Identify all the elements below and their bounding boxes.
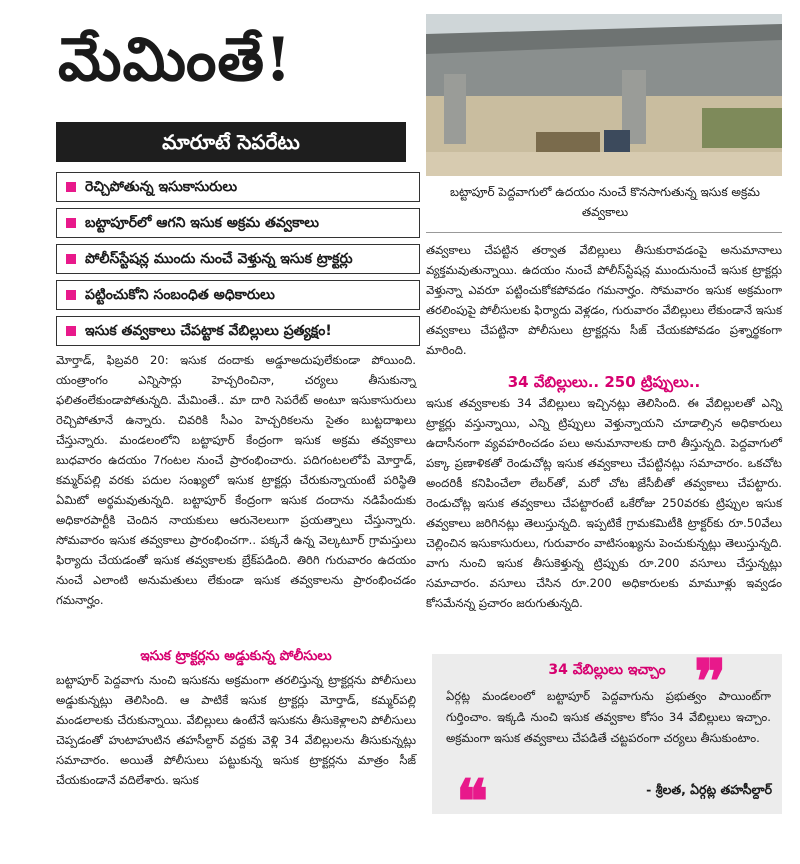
highlight-text: పోలీస్‌స్టేషన్ల ముందు నుంచే వెళ్తున్న ఇసుక ట్రాక్టర్లు [85, 251, 353, 267]
quote-body: ఏర్గట్ల మండలంలో బట్టాపూర్ పెద్దవాగును ప్రభుత్వం పాయింట్‌గా గుర్తించాం. ఇక్కడి నుంచి ఇసుక తవ్వకాల కోసం 34 వేబిల్లులు ఇచ్చాం. అక్రమంగా ఇసుక తవ్వకాలు చేపడితే చట్టపరంగా చర్యలు తీసుకుంటాం. [446, 689, 771, 745]
highlight-item [56, 280, 420, 310]
highlight-item [56, 208, 420, 238]
close-quote-icon: ❝ [456, 767, 489, 837]
body-paragraph: బట్టాపూర్ పెద్దవాగు నుంచి ఇసుకను అక్రమంగా తరలిస్తున్న ట్రాక్టర్లను పోలీసులు అడ్డుకున్నట్లు తెలిసింది. ఆ పాటికే ఇసుక ట్రాక్టర్లు మోర్తాడ్, కమ్మర్‌పల్లి మండలాలకు చేరుకున్నాయి. వేబిల్లులు ఉంటేనే ఇసుకను తీసుకెళ్లాలని పోలీసులు చెప్పడంతో హుటాహుటిన తహసీల్దార్ వద్దకు వెళ్లి 34 వేబిల్లులను తీసుకున్నట్లు సమాచారం. అయితే పోలీసులు పట్టుకున్న ఇసుక ట్రాక్టర్లను మాత్రం సీజ్ చేయకుండానే వదిలేశారు. ఇసుక [56, 673, 416, 787]
body-paragraph: మోర్తాడ్, ఫిబ్రవరి 20: ఇసుక దందాకు అడ్డూఅదుపులేకుండా పోయింది. యంత్రాంగం ఎన్నిసార్లు హెచ్చరించినా, చర్యలు తీసుకున్నా ఫలితంలేకుండాపోతున్నది. మేమింతే.. మా దారి సెపరేట్ అంటూ ఇసుకాసురులు రెచ్చిపోతూనే ఉన్నారు. చివరికి సీఎం హెచ్చరికలను సైతం బుట్టదాఖలు చేస్తున్నారు. మండలంలోని బట్టాపూర్ కేంద్రంగా ఇసుక అక్రమ తవ్వకాలు బుధవారం ఉదయం 7గంటల నుంచే ప్రారంభించారు. పదిగంటలలోపే మోర్తాడ్, కమ్మర్‌పల్లి వరకు పదుల సంఖ్యలో ఇసుక ట్రాక్టర్లు చేరుకున్నాయంటే పరిస్థితి ఏమిటో అర్థమవుతున్నది. బట్టాపూర్ కేంద్రంగా ఇసుక దందాను నడిపేందుకు అధికారపార్టీకి చెందిన నాయకులు ఆరునెలలుగా ప్రయత్నాలు చేస్తున్నారు. సోమవారం ఇసుక తవ్వకాలు ప్రారంభించగా.. పక్కనే ఉన్న వెల్కటూర్ గ్రామస్తులు ఫిర్యాదు చేయడంతో ఇసుక తవ్వకాలకు బ్రేక్‌పడింది. తిరిగి గురువారం ఉదయం నుంచే ఎలాంటి అనుమతులు లేకుండా ఇసుక తవ్వకాలను ప్రారంభించడం గమనార్హం. [56, 353, 416, 607]
highlight-item [56, 316, 420, 346]
bullet-square-icon [66, 326, 76, 336]
quote-box [432, 647, 782, 837]
bullet-square-icon [66, 182, 76, 192]
highlights-list [56, 172, 420, 352]
quote-signature: - శ్రీలత, ఏర్గట్ల తహసీల్దార్ [646, 782, 772, 797]
article-body-right [426, 240, 782, 360]
left-subheading: ఇసుక ట్రాక్టర్లను అడ్డుకున్న పోలీసులు [140, 648, 332, 664]
highlight-text: పట్టించుకోని సంబంధిత అధికారులు [85, 287, 275, 303]
quote-title: 34 వేబిల్లులు ఇచ్చాం [548, 662, 666, 678]
article-body-left [56, 350, 416, 610]
news-photo [426, 14, 782, 176]
open-quote-icon: ❞ [694, 647, 727, 717]
highlight-text: ఇసుక తవ్వకాలు చేపట్టాక వేబిల్లులు ప్రత్యక్షం! [85, 323, 332, 339]
body-paragraph: ఇసుక తవ్వకాలకు 34 వేబిల్లులు ఇచ్చినట్లు తెలిసింది. ఈ వేబిల్లులతో ఎన్ని ట్రాక్టర్లు వస్తున్నాయి, ఎన్ని ట్రిప్పులు వెళ్తున్నాయని చూడాల్సిన అధికారులు ఉదాసీనంగా వ్యవహరించడం పలు అనుమానాలకు దారి తీస్తున్నది. పెద్దవాగులో పక్కా ప్రణాళికతో రెండుచోట్ల ఇసుక తవ్వకాలు చేపట్టినట్లు సమాచారం. ఒకచోట అందరికీ కనిపించేలా లేబర్‌తో, మరో చోట జేసీబీతో తవ్వకాలు చేపట్టారు. రెండుచోట్ల ఇసుక తవ్వకాలు చేపట్టారంటే ఒకేరోజు 250వరకు ట్రిప్పుల ఇసుక తవ్వకాలు జరిగినట్లు తెలుస్తున్నది. ఇప్పటికే గ్రామకమిటీకి ట్రాక్టర్‌కు రూ.50వేలు చెల్లించిన ఇసుకాసురులు, గురువారం వాటిసంఖ్యను పెంచుకున్నట్లు తెలుస్తున్నది. వాగు నుంచి ఇసుక తీసుకెళ్తున్న ట్రిప్పుకు రూ.200 వసూలు చేస్తున్నట్లు సమాచారం. వసూలు చేసిన రూ.200 అధికారులకు మామూళ్లు ఇవ్వడం కోసమేనన్న ప్రచారం జరుగుతున్నది. [426, 396, 782, 610]
caption-divider [426, 232, 782, 233]
highlight-text: బట్టాపూర్‌లో ఆగని ఇసుక అక్రమ తవ్వకాలు [85, 215, 320, 231]
highlight-item [56, 244, 420, 274]
article-body-left-2 [56, 670, 416, 790]
highlight-item [56, 172, 420, 202]
bridge-photo-illustration [426, 14, 782, 176]
subheadline-bar: మారూటే సెపరేటు [56, 122, 406, 162]
photo-caption: బట్టాపూర్ పెద్దవాగులో ఉదయం నుంచే కొనసాగుతున్న ఇసుక అక్రమ తవ్వకాలు [450, 185, 760, 219]
bullet-square-icon [66, 254, 76, 264]
headline: మేమింతే! [58, 25, 293, 95]
body-paragraph: తవ్వకాలు చేపట్టిన తర్వాత వేబిల్లులు తీసుకురావడంపై అనుమానాలు వ్యక్తమవుతున్నాయి. ఉదయం నుంచే పోలీస్‌స్టేషన్ల ముందునుంచే ఇసుక ట్రాక్టర్లు వెళ్తున్నా ఎవరూ పట్టించుకోకపోవడం గమనార్హం. సోమవారం ఇసుక అక్రమంగా తరలింపుపై పోలీసులకు ఫిర్యాదు వెళ్లడం, గురువారం వేబిల్లులు లేకుండానే ఇసుక తవ్వకాలు చేపట్టినా పోలీసులు ట్రాక్టర్లను సీజ్ చేయకపోవడం ప్రశ్నార్థకంగా మారింది. [426, 243, 782, 357]
bullet-square-icon [66, 290, 76, 300]
highlight-text: రెచ్చిపోతున్న ఇసుకాసురులు [85, 179, 238, 195]
right-subheading: 34 వేబిల్లులు.. 250 ట్రిప్పులు.. [507, 373, 701, 391]
article-body-right-2 [426, 393, 782, 613]
bullet-square-icon [66, 218, 76, 228]
